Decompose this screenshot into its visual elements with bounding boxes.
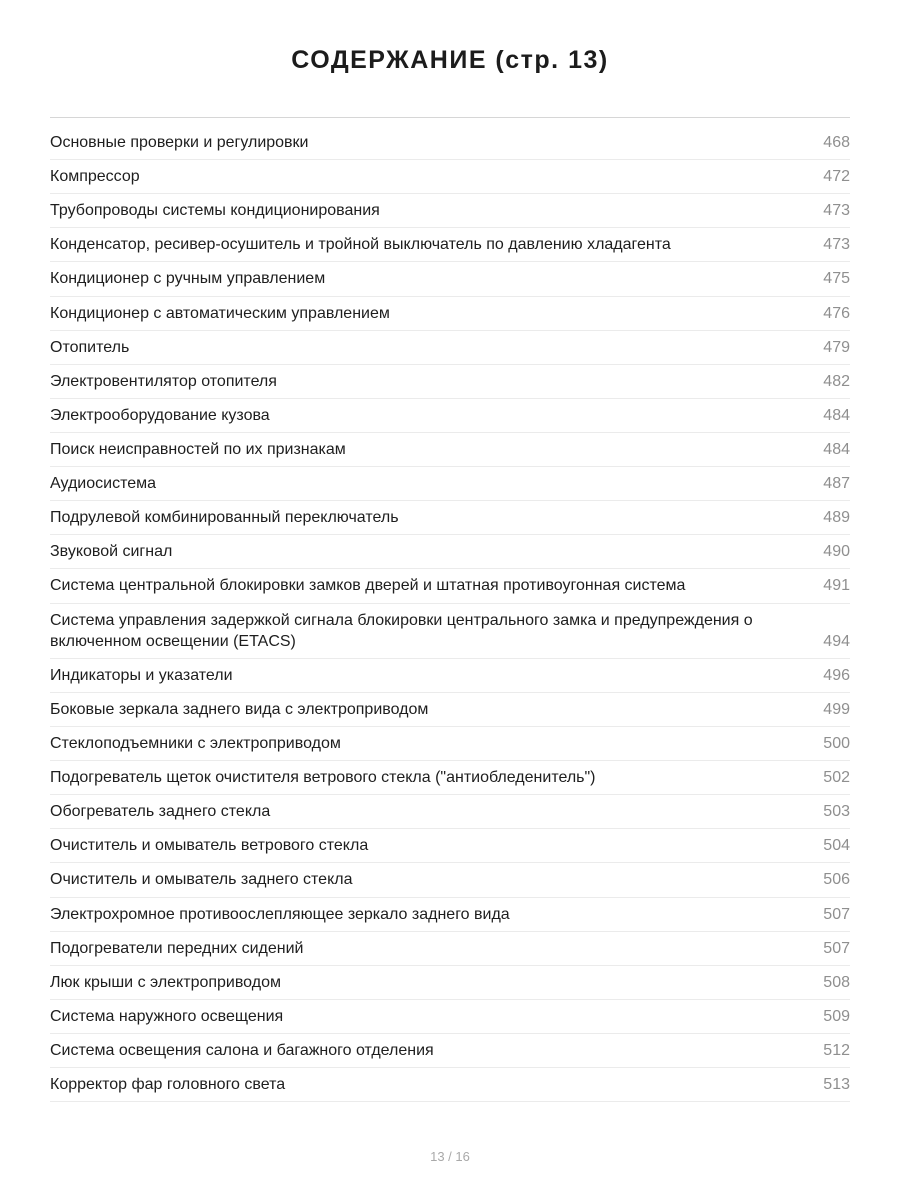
toc-entry — [50, 228, 850, 262]
toc-entry-page: 487 — [823, 475, 850, 493]
toc-entry-label: Индикаторы и указатели — [50, 666, 233, 684]
toc-entry-label: Отопитель — [50, 338, 130, 356]
toc-entry-page: 479 — [823, 338, 850, 356]
toc-entry — [50, 795, 850, 829]
toc-entry — [50, 194, 850, 228]
toc-entry — [50, 467, 850, 501]
toc-entry — [50, 501, 850, 535]
toc-entry-page: 502 — [823, 769, 850, 787]
page-title: СОДЕРЖАНИЕ (стр. 13) — [291, 46, 609, 74]
toc-entry — [50, 126, 850, 160]
toc-entry — [50, 932, 850, 966]
toc-entry-label: Поиск неисправностей по их признакам — [50, 440, 346, 458]
toc-entry — [50, 1034, 850, 1068]
toc-entry-page: 475 — [823, 270, 850, 288]
toc-entry-label: Очиститель и омыватель заднего стекла — [50, 871, 353, 889]
toc-entry-label: Звуковой сигнал — [50, 543, 173, 561]
toc-entry — [50, 966, 850, 1000]
toc-entry-page: 508 — [823, 973, 850, 991]
toc-entry-page: 473 — [823, 236, 850, 254]
toc-entry-label: Очиститель и омыватель ветрового стекла — [50, 837, 369, 855]
toc-entry-page: 499 — [823, 700, 850, 718]
toc-entry — [50, 659, 850, 693]
toc-entry-page: 476 — [823, 304, 850, 322]
toc-entry-label: Электрооборудование кузова — [50, 406, 270, 424]
toc-entry-label: Система управления задержкой сигнала блокировки центрального замка и предупреждения о включенном освещении (ETACS) — [50, 611, 753, 650]
toc-entry-label: Аудиосистема — [50, 475, 157, 493]
toc-entry-label: Система наружного освещения — [50, 1007, 284, 1025]
toc-entry-page: 506 — [823, 871, 850, 889]
divider — [50, 117, 850, 118]
toc-entry-page: 513 — [823, 1076, 850, 1094]
toc-entry-label: Люк крыши с электроприводом — [50, 973, 281, 991]
toc-entry-page: 509 — [823, 1007, 850, 1025]
toc-entry-label: Компрессор — [50, 168, 140, 186]
toc-entry — [50, 829, 850, 863]
toc-entry-page: 482 — [823, 372, 850, 390]
toc-entry — [50, 535, 850, 569]
toc-entry-label: Кондиционер с автоматическим управлением — [50, 304, 390, 322]
toc-entry-page: 473 — [823, 202, 850, 220]
toc-entry-label: Боковые зеркала заднего вида с электроприводом — [50, 700, 429, 718]
toc-entry — [50, 863, 850, 897]
toc-entry-page: 500 — [823, 734, 850, 752]
toc-entry — [50, 262, 850, 296]
toc-entry-label: Система освещения салона и багажного отделения — [50, 1041, 434, 1059]
toc-entry-page: 503 — [823, 803, 850, 821]
toc-entry — [50, 693, 850, 727]
toc-entry-label: Обогреватель заднего стекла — [50, 803, 271, 821]
toc-entry-label: Стеклоподъемники с электроприводом — [50, 734, 341, 752]
toc-entry — [50, 297, 850, 331]
toc-entry — [50, 1068, 850, 1102]
toc-entry-label: Система центральной блокировки замков дверей и штатная противоугонная система — [50, 577, 686, 595]
toc-entry — [50, 761, 850, 795]
toc-entry-label: Электровентилятор отопителя — [50, 372, 277, 390]
toc-entry — [50, 160, 850, 194]
toc-entry-label: Корректор фар головного света — [50, 1076, 286, 1094]
toc-entry-page: 472 — [823, 168, 850, 186]
toc-entry-label: Трубопроводы системы кондиционирования — [50, 202, 380, 220]
toc-entry — [50, 727, 850, 761]
toc-entry-label: Подогреватель щеток очистителя ветрового стекла ("антиобледенитель") — [50, 769, 596, 787]
toc-entry — [50, 604, 850, 659]
toc-entry — [50, 898, 850, 932]
toc-entry-page: 507 — [823, 905, 850, 923]
toc-entry-label: Основные проверки и регулировки — [50, 134, 309, 151]
toc-entry-label: Подогреватели передних сидений — [50, 939, 304, 957]
toc-entry-page: 491 — [823, 577, 850, 595]
toc-entry — [50, 399, 850, 433]
page-indicator: 13 / 16 — [430, 1149, 470, 1164]
toc-entry-page: 490 — [823, 543, 850, 561]
toc-entry-page: 484 — [823, 440, 850, 458]
toc-entry — [50, 365, 850, 399]
toc-entry — [50, 331, 850, 365]
toc-entry-label: Электрохромное противоослепляющее зеркало заднего вида — [50, 905, 510, 923]
toc-entry-page: 504 — [823, 837, 850, 855]
toc-entry — [50, 1000, 850, 1034]
toc-entry-page: 507 — [823, 939, 850, 957]
toc-entry-page: 484 — [823, 406, 850, 424]
toc-entry-page: 494 — [823, 632, 850, 650]
toc-entry-label: Конденсатор, ресивер-осушитель и тройной выключатель по давлению хладагента — [50, 236, 671, 254]
toc-entry-page: 468 — [823, 134, 850, 151]
toc-entry-label: Подрулевой комбинированный переключатель — [50, 509, 399, 527]
toc-entry-label: Кондиционер с ручным управлением — [50, 270, 326, 288]
toc-entry-page: 496 — [823, 666, 850, 684]
toc-entry-page: 489 — [823, 509, 850, 527]
toc-list — [50, 126, 850, 1102]
toc-entry-page: 512 — [823, 1041, 850, 1059]
toc-entry — [50, 569, 850, 603]
toc-entry — [50, 433, 850, 467]
